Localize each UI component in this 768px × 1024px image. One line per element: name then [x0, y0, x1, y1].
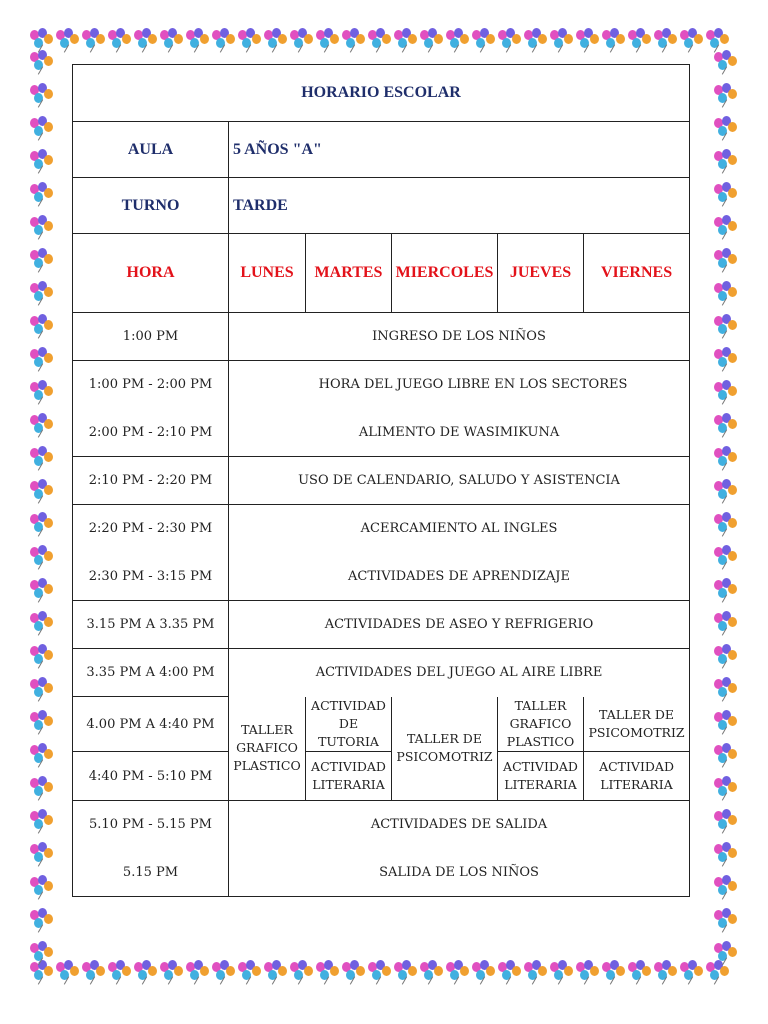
balloon-icon [80, 960, 106, 986]
table-row [73, 601, 690, 649]
time-cell: 2:00 PM - 2:10 PM [73, 409, 229, 457]
balloon-icon [712, 743, 738, 769]
martes-activity-2: ACTIVIDAD LITERARIA [306, 752, 392, 801]
balloon-icon [28, 644, 54, 670]
balloon-icon [712, 347, 738, 373]
balloon-icon [28, 809, 54, 835]
balloon-icon [184, 28, 210, 54]
balloon-icon [418, 960, 444, 986]
balloon-icon [28, 578, 54, 604]
jueves-activity-2: ACTIVIDAD LITERARIA [498, 752, 584, 801]
balloon-icon [712, 875, 738, 901]
balloon-icon [28, 182, 54, 208]
table-row [73, 409, 690, 457]
table-row [73, 313, 690, 361]
activity-cell: HORA DEL JUEGO LIBRE EN LOS SECTORES [229, 361, 690, 409]
balloon-icon [28, 677, 54, 703]
martes-activity-1: ACTIVIDAD DE TUTORIA [306, 697, 392, 752]
balloon-icon [600, 960, 626, 986]
balloon-icon [28, 347, 54, 373]
turno-value: TARDE [229, 178, 690, 234]
balloon-icon [236, 960, 262, 986]
balloon-icon [496, 960, 522, 986]
balloon-border-top [28, 28, 740, 56]
time-cell: 3.15 PM A 3.35 PM [73, 601, 229, 649]
balloon-icon [548, 960, 574, 986]
balloon-icon [340, 960, 366, 986]
activity-cell: ACTIVIDADES DE APRENDIZAJE [229, 553, 690, 601]
activity-cell: ACERCAMIENTO AL INGLES [229, 505, 690, 553]
balloon-icon [470, 960, 496, 986]
balloon-icon [712, 182, 738, 208]
balloon-icon [712, 83, 738, 109]
balloon-icon [28, 545, 54, 571]
turno-label: TURNO [73, 178, 229, 234]
balloon-icon [712, 215, 738, 241]
table-row [73, 505, 690, 553]
balloon-icon [28, 314, 54, 340]
balloon-icon [158, 960, 184, 986]
time-cell: 1:00 PM [73, 313, 229, 361]
balloon-icon [712, 611, 738, 637]
balloon-icon [712, 677, 738, 703]
balloon-icon [106, 960, 132, 986]
balloon-icon [28, 743, 54, 769]
table-row [73, 457, 690, 505]
balloon-icon [548, 28, 574, 54]
balloon-icon [80, 28, 106, 54]
balloon-icon [712, 842, 738, 868]
balloon-icon [184, 960, 210, 986]
lunes-activity: TALLER GRAFICO PLASTICO [229, 697, 306, 801]
balloon-icon [712, 149, 738, 175]
header-lunes: LUNES [229, 234, 306, 313]
aula-label: AULA [73, 122, 229, 178]
balloon-icon [392, 28, 418, 54]
activity-cell: INGRESO DE LOS NIÑOS [229, 313, 690, 361]
balloon-icon [392, 960, 418, 986]
table-row [73, 801, 690, 849]
table-row [73, 752, 690, 801]
time-cell: 3.35 PM A 4:00 PM [73, 649, 229, 697]
activity-cell: ACTIVIDADES DEL JUEGO AL AIRE LIBRE [229, 649, 690, 697]
schedule-table [72, 64, 690, 897]
header-hora: HORA [73, 234, 229, 313]
balloon-icon [28, 611, 54, 637]
balloon-icon [712, 644, 738, 670]
time-cell: 5.15 PM [73, 849, 229, 897]
time-cell: 5.10 PM - 5.15 PM [73, 801, 229, 849]
balloon-icon [262, 960, 288, 986]
balloon-icon [574, 28, 600, 54]
balloon-icon [288, 28, 314, 54]
balloon-icon [712, 578, 738, 604]
balloon-border-bottom [28, 960, 740, 988]
balloon-icon [712, 776, 738, 802]
miercoles-activity: TALLER DE PSICOMOTRIZ [392, 697, 498, 801]
table-row [73, 361, 690, 409]
aula-value: 5 AÑOS "A" [229, 122, 690, 178]
balloon-icon [712, 941, 738, 965]
balloon-icon [28, 116, 54, 142]
balloon-icon [712, 314, 738, 340]
balloon-icon [366, 960, 392, 986]
balloon-icon [652, 28, 678, 54]
balloon-icon [712, 380, 738, 406]
balloon-icon [626, 960, 652, 986]
header-jueves: JUEVES [498, 234, 584, 313]
balloon-icon [418, 28, 444, 54]
header-viernes: VIERNES [584, 234, 690, 313]
balloon-icon [28, 776, 54, 802]
viernes-activity-1: TALLER DE PSICOMOTRIZ [584, 697, 690, 752]
balloon-icon [28, 83, 54, 109]
time-cell: 1:00 PM - 2:00 PM [73, 361, 229, 409]
activity-cell: ALIMENTO DE WASIMIKUNA [229, 409, 690, 457]
balloon-icon [28, 149, 54, 175]
balloon-icon [28, 281, 54, 307]
balloon-icon [288, 960, 314, 986]
balloon-icon [28, 875, 54, 901]
time-cell: 2:30 PM - 3:15 PM [73, 553, 229, 601]
table-row [73, 649, 690, 697]
table-row [73, 849, 690, 897]
balloon-icon [522, 28, 548, 54]
balloon-icon [106, 28, 132, 54]
header-miercoles: MIERCOLES [392, 234, 498, 313]
balloon-icon [28, 380, 54, 406]
balloon-icon [262, 28, 288, 54]
balloon-border-left [28, 50, 56, 965]
table-row [73, 553, 690, 601]
balloon-icon [444, 28, 470, 54]
jueves-activity-1: TALLER GRAFICO PLASTICO [498, 697, 584, 752]
balloon-icon [712, 281, 738, 307]
balloon-icon [366, 28, 392, 54]
balloon-icon [678, 960, 704, 986]
balloon-icon [496, 28, 522, 54]
balloon-icon [712, 116, 738, 142]
balloon-icon [28, 479, 54, 505]
balloon-icon [712, 512, 738, 538]
balloon-icon [444, 960, 470, 986]
balloon-icon [54, 28, 80, 54]
time-cell: 4.00 PM A 4:40 PM [73, 697, 229, 752]
balloon-icon [712, 710, 738, 736]
balloon-icon [712, 248, 738, 274]
schedule-title: HORARIO ESCOLAR [73, 65, 690, 122]
balloon-icon [314, 960, 340, 986]
balloon-icon [712, 809, 738, 835]
balloon-icon [574, 960, 600, 986]
time-cell: 2:10 PM - 2:20 PM [73, 457, 229, 505]
balloon-icon [28, 50, 54, 76]
balloon-icon [28, 413, 54, 439]
balloon-icon [314, 28, 340, 54]
balloon-icon [28, 248, 54, 274]
balloon-icon [28, 710, 54, 736]
balloon-icon [600, 28, 626, 54]
balloon-border-right [712, 50, 740, 965]
balloon-icon [712, 413, 738, 439]
balloon-icon [712, 908, 738, 934]
time-cell: 4:40 PM - 5:10 PM [73, 752, 229, 801]
balloon-icon [652, 960, 678, 986]
viernes-activity-2: ACTIVIDAD LITERARIA [584, 752, 690, 801]
balloon-icon [28, 512, 54, 538]
activity-cell: ACTIVIDADES DE SALIDA [229, 801, 690, 849]
balloon-icon [28, 446, 54, 472]
activity-cell: ACTIVIDADES DE ASEO Y REFRIGERIO [229, 601, 690, 649]
time-cell: 2:20 PM - 2:30 PM [73, 505, 229, 553]
activity-cell: SALIDA DE LOS NIÑOS [229, 849, 690, 897]
balloon-icon [54, 960, 80, 986]
activity-cell: USO DE CALENDARIO, SALUDO Y ASISTENCIA [229, 457, 690, 505]
balloon-icon [712, 479, 738, 505]
balloon-icon [712, 545, 738, 571]
balloon-icon [712, 446, 738, 472]
balloon-icon [132, 960, 158, 986]
balloon-icon [28, 215, 54, 241]
balloon-icon [712, 50, 738, 76]
header-martes: MARTES [306, 234, 392, 313]
balloon-icon [210, 960, 236, 986]
balloon-icon [340, 28, 366, 54]
balloon-icon [470, 28, 496, 54]
table-row [73, 697, 690, 752]
balloon-icon [522, 960, 548, 986]
balloon-icon [28, 908, 54, 934]
balloon-icon [626, 28, 652, 54]
balloon-icon [28, 941, 54, 965]
balloon-icon [210, 28, 236, 54]
balloon-icon [158, 28, 184, 54]
balloon-icon [132, 28, 158, 54]
balloon-icon [678, 28, 704, 54]
balloon-icon [236, 28, 262, 54]
balloon-icon [28, 842, 54, 868]
